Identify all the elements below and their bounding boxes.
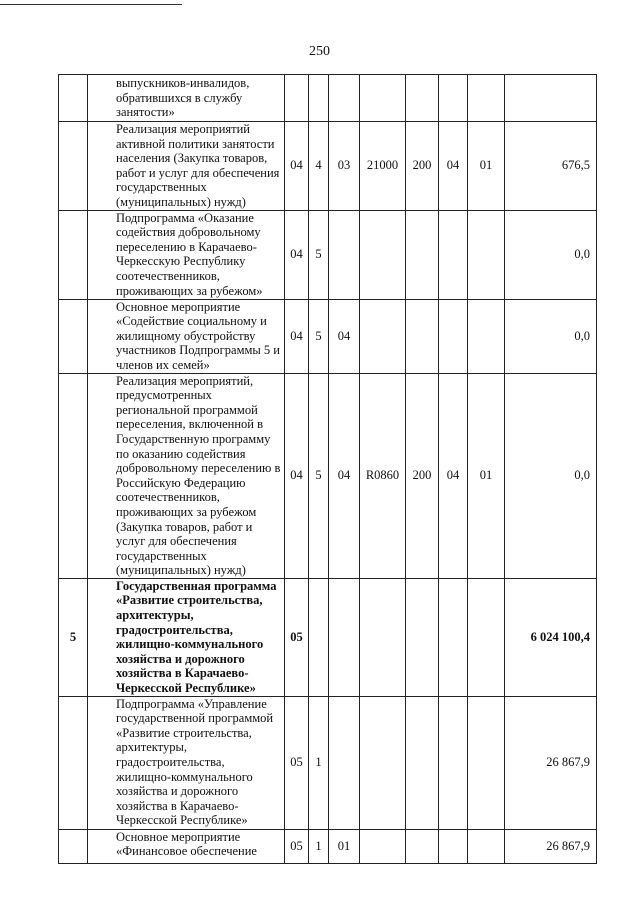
measure-code bbox=[329, 578, 360, 696]
section-code bbox=[439, 829, 468, 863]
subsection-code bbox=[468, 75, 505, 122]
subprogram-code bbox=[309, 578, 329, 696]
amount: 0,0 bbox=[505, 373, 597, 578]
subprogram-code: 5 bbox=[309, 299, 329, 373]
amount: 6 024 100,4 bbox=[505, 578, 597, 696]
measure-code bbox=[329, 696, 360, 829]
amount: 0,0 bbox=[505, 210, 597, 299]
subsection-code: 01 bbox=[468, 373, 505, 578]
expense-type-code bbox=[406, 75, 439, 122]
row-number bbox=[59, 299, 88, 373]
expense-type-code bbox=[406, 829, 439, 863]
program-code bbox=[285, 75, 309, 122]
program-code: 04 bbox=[285, 122, 309, 211]
item-name: Государственная программа «Развитие строительства, архитектуры, градостроительства, жилищно-коммунального хозяйства и дорожного хозяйства в Карачаево-Черкесской Республике» bbox=[88, 578, 285, 696]
section-code bbox=[439, 75, 468, 122]
amount: 676,5 bbox=[505, 122, 597, 211]
subsection-code bbox=[468, 299, 505, 373]
subprogram-code: 5 bbox=[309, 210, 329, 299]
program-code: 04 bbox=[285, 299, 309, 373]
measure-code bbox=[329, 75, 360, 122]
direction-code: 21000 bbox=[360, 122, 406, 211]
direction-code bbox=[360, 696, 406, 829]
row-number bbox=[59, 210, 88, 299]
table-row bbox=[59, 122, 597, 211]
expense-type-code bbox=[406, 210, 439, 299]
item-name: выпускников-инвалидов, обратившихся в службу занятости» bbox=[88, 75, 285, 122]
table-row bbox=[59, 578, 597, 696]
subsection-code: 01 bbox=[468, 122, 505, 211]
table-row bbox=[59, 210, 597, 299]
measure-code bbox=[329, 210, 360, 299]
item-name: Основное мероприятие «Финансовое обеспечение bbox=[88, 829, 285, 863]
subprogram-code: 1 bbox=[309, 829, 329, 863]
subprogram-code: 5 bbox=[309, 373, 329, 578]
row-number: 5 bbox=[59, 578, 88, 696]
row-number bbox=[59, 696, 88, 829]
direction-code bbox=[360, 75, 406, 122]
table-row bbox=[59, 696, 597, 829]
item-name: Реализация мероприятий активной политики занятости населения (Закупка товаров, работ и услуг для обеспечения государственных (муниципальных) нужд) bbox=[88, 122, 285, 211]
row-number bbox=[59, 75, 88, 122]
table-row bbox=[59, 373, 597, 578]
row-number bbox=[59, 373, 88, 578]
section-code bbox=[439, 578, 468, 696]
row-number bbox=[59, 829, 88, 863]
table-row bbox=[59, 829, 597, 863]
section-code: 04 bbox=[439, 373, 468, 578]
expense-type-code bbox=[406, 696, 439, 829]
top-rule bbox=[0, 4, 182, 5]
section-code bbox=[439, 210, 468, 299]
program-code: 04 bbox=[285, 210, 309, 299]
subsection-code bbox=[468, 578, 505, 696]
subprogram-code: 4 bbox=[309, 122, 329, 211]
expense-type-code bbox=[406, 578, 439, 696]
direction-code bbox=[360, 578, 406, 696]
subsection-code bbox=[468, 696, 505, 829]
subsection-code bbox=[468, 829, 505, 863]
section-code bbox=[439, 299, 468, 373]
measure-code: 04 bbox=[329, 373, 360, 578]
amount: 0,0 bbox=[505, 299, 597, 373]
expense-type-code: 200 bbox=[406, 122, 439, 211]
subprogram-code: 1 bbox=[309, 696, 329, 829]
program-code: 05 bbox=[285, 578, 309, 696]
item-name: Подпрограмма «Оказание содействия добровольному переселению в Карачаево-Черкесскую Республику соотечественников, проживающих за рубежом» bbox=[88, 210, 285, 299]
table-row bbox=[59, 75, 597, 122]
direction-code bbox=[360, 299, 406, 373]
amount bbox=[505, 75, 597, 122]
measure-code: 01 bbox=[329, 829, 360, 863]
budget-table bbox=[58, 74, 597, 864]
section-code bbox=[439, 696, 468, 829]
item-name: Основное мероприятие «Содействие социальному и жилищному обустройству участников Подпрограммы 5 и членов их семей» bbox=[88, 299, 285, 373]
row-number bbox=[59, 122, 88, 211]
table-row bbox=[59, 299, 597, 373]
expense-type-code bbox=[406, 299, 439, 373]
section-code: 04 bbox=[439, 122, 468, 211]
measure-code: 04 bbox=[329, 299, 360, 373]
program-code: 05 bbox=[285, 696, 309, 829]
subprogram-code bbox=[309, 75, 329, 122]
amount: 26 867,9 bbox=[505, 696, 597, 829]
direction-code bbox=[360, 210, 406, 299]
item-name: Реализация мероприятий, предусмотренных региональной программой переселения, включенной в Государственную программу по оказанию содействия добровольному переселению в Российскую Федерацию соотечественников, проживающих за рубежом (Закупка товаров, работ и услуг для обеспечения государственных (муниципальных) нужд) bbox=[88, 373, 285, 578]
page-number: 250 bbox=[309, 44, 330, 59]
expense-type-code: 200 bbox=[406, 373, 439, 578]
program-code: 04 bbox=[285, 373, 309, 578]
subsection-code bbox=[468, 210, 505, 299]
program-code: 05 bbox=[285, 829, 309, 863]
item-name: Подпрограмма «Управление государственной программой «Развитие строительства, архитектуры, градостроительства, жилищно-коммунального хозяйства и дорожного хозяйства в Карачаево-Черкесской Республике» bbox=[88, 696, 285, 829]
direction-code bbox=[360, 829, 406, 863]
amount: 26 867,9 bbox=[505, 829, 597, 863]
measure-code: 03 bbox=[329, 122, 360, 211]
direction-code: R0860 bbox=[360, 373, 406, 578]
